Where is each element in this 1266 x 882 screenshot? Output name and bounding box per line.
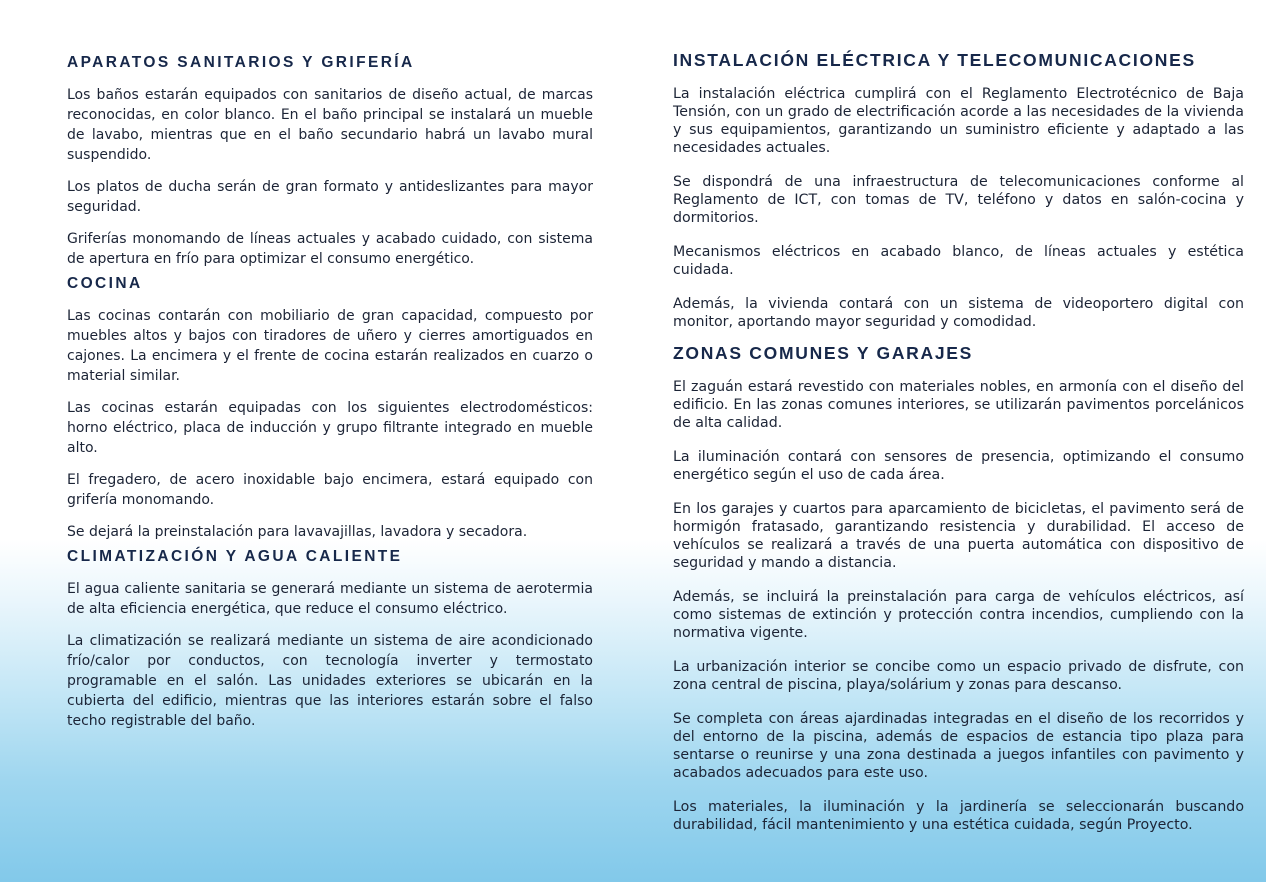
section-cocina	[67, 275, 593, 542]
paragraph-electrica-1: La instalación eléctrica cumplirá con el Reglamento Electrotécnico de Baja Tensión, con un grado de electrificación acorde a las necesidades de la vivienda y sus equipamientos, garantizando un suministro eficiente y adaptado a las necesidades actuales.	[673, 86, 1244, 156]
paragraph-cocina-4: Se dejará la preinstalación para lavavajillas, lavadora y secadora.	[67, 524, 528, 540]
section-heading-climatizacion: CLIMATIZACIÓN Y AGUA CALIENTE	[67, 548, 403, 565]
paragraph-zonas-1: El zaguán estará revestido con materiales nobles, en armonía con el diseño del edificio. En las zonas comunes interiores, se utilizarán pavimentos porcelánicos de alta calidad.	[673, 379, 1244, 431]
paragraph-electrica-3: Mecanismos eléctricos en acabado blanco, de líneas actuales y estética cuidada.	[673, 244, 1244, 278]
section-heading-zonas-comunes: ZONAS COMUNES Y GARAJES	[673, 343, 974, 363]
paragraph-zonas-2: La iluminación contará con sensores de presencia, optimizando el consumo energético según el uso de cada área.	[673, 449, 1244, 483]
paragraph-zonas-4: Además, se incluirá la preinstalación para carga de vehículos eléctricos, así como sistemas de extinción y protección contra incendios, cumpliendo con la normativa vigente.	[673, 589, 1244, 641]
paragraph-zonas-7: Los materiales, la iluminación y la jardinería se seleccionarán buscando durabilidad, fácil mantenimiento y una estética cuidada, según Proyecto.	[673, 799, 1244, 833]
paragraph-cocina-1: Las cocinas contarán con mobiliario de gran capacidad, compuesto por muebles altos y bajos con tiradores de uñero y cierres amortiguados en cajones. La encimera y el frente de cocina estarán realizados en cuarzo o material similar.	[67, 308, 593, 384]
section-sanitarios	[67, 0, 593, 269]
paragraph-zonas-5: La urbanización interior se concibe como un espacio privado de disfrute, con zona central de piscina, playa/solárium y zonas para descanso.	[673, 659, 1244, 693]
paragraph-sanitarios-3: Griferías monomando de líneas actuales y acabado cuidado, con sistema de apertura en frío para optimizar el consumo energético.	[67, 231, 593, 267]
paragraph-electrica-4: Además, la vivienda contará con un sistema de videoportero digital con monitor, aportando mayor seguridad y comodidad.	[673, 296, 1244, 330]
right-column	[673, 0, 1244, 834]
section-heading-sanitarios: APARATOS SANITARIOS Y GRIFERÍA	[67, 54, 415, 71]
left-column	[67, 0, 593, 743]
section-instalacion-electrica	[673, 0, 1244, 331]
section-climatizacion	[67, 548, 593, 731]
paragraph-sanitarios-2: Los platos de ducha serán de gran formato y antideslizantes para mayor seguridad.	[67, 179, 593, 215]
paragraph-zonas-6: Se completa con áreas ajardinadas integradas en el diseño de los recorridos y del entorno de la piscina, además de espacios de estancia tipo plaza para sentarse o reunirse y una zona destinada a juegos infantiles con pavimento y acabados adecuados para este uso.	[673, 711, 1244, 781]
section-zonas-comunes	[673, 343, 1244, 834]
paragraph-cocina-2: Las cocinas estarán equipadas con los siguientes electrodomésticos: horno eléctrico, placa de inducción y grupo filtrante integrado en mueble alto.	[67, 400, 593, 456]
paragraph-electrica-2: Se dispondrá de una infraestructura de telecomunicaciones conforme al Reglamento de ICT, con tomas de TV, teléfono y datos en salón-cocina y dormitorios.	[673, 174, 1244, 226]
section-heading-instalacion-electrica: INSTALACIÓN ELÉCTRICA Y TELECOMUNICACIONES	[673, 50, 1196, 70]
paragraph-zonas-3: En los garajes y cuartos para aparcamiento de bicicletas, el pavimento será de hormigón fratasado, garantizando resistencia y durabilidad. El acceso de vehículos se realizará a través de una puerta automática con dispositivo de seguridad y mando a distancia.	[673, 501, 1244, 571]
paragraph-sanitarios-1: Los baños estarán equipados con sanitarios de diseño actual, de marcas reconocidas, en color blanco. En el baño principal se instalará un mueble de lavabo, mientras que en el baño secundario habrá un lavabo mural suspendido.	[67, 87, 593, 163]
paragraph-climatizacion-1: El agua caliente sanitaria se generará mediante un sistema de aerotermia de alta eficiencia energética, que reduce el consumo eléctrico.	[67, 581, 593, 617]
section-heading-cocina: COCINA	[67, 275, 143, 292]
paragraph-climatizacion-2: La climatización se realizará mediante un sistema de aire acondicionado frío/calor por conductos, con tecnología inverter y termostato programable en el salón. Las unidades exteriores se ubicarán en la cubierta del edificio, mientras que las interiores estarán sobre el falso techo registrable del baño.	[67, 633, 593, 729]
paragraph-cocina-3: El fregadero, de acero inoxidable bajo encimera, estará equipado con grifería monomando.	[67, 472, 593, 508]
